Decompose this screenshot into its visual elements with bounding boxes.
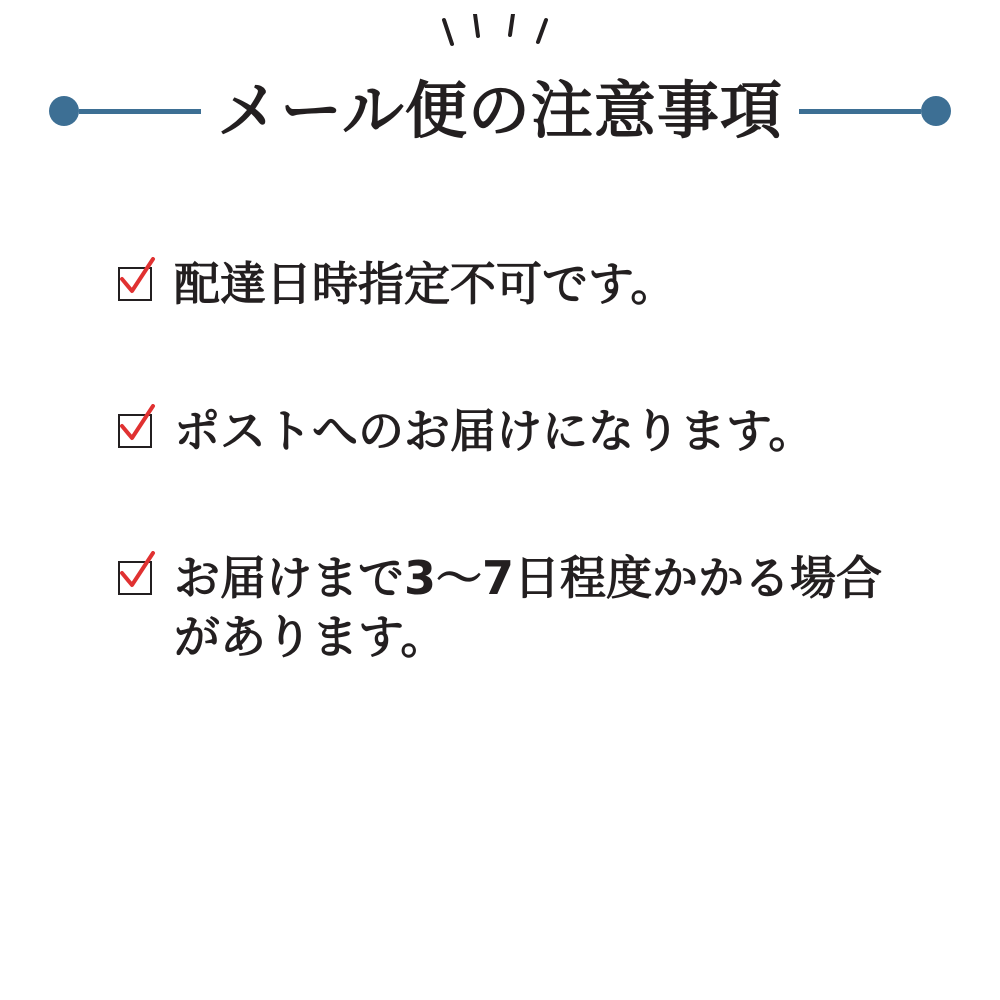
list-item: [0, 402, 1000, 461]
list-item-label: お届けまで3〜7日程度かかる場合があります。: [174, 550, 883, 664]
bullet-dot-left: [49, 96, 79, 126]
list-item: [0, 255, 1000, 314]
list-item-label: 配達日時指定不可です。: [174, 257, 677, 311]
rule-right: [799, 109, 921, 114]
checked-checkbox-icon: [118, 267, 152, 301]
list-item-label: ポストへのお届けになります。: [174, 403, 815, 458]
checked-checkbox-icon: [118, 561, 152, 595]
sparkle-decoration-icon: [0, 14, 1000, 74]
page-title: メール便の注意事項: [217, 74, 783, 147]
page-title-row: [0, 66, 1000, 156]
header: [0, 0, 1000, 190]
notes-list: [0, 255, 1000, 755]
bullet-dot-right: [921, 96, 951, 126]
checked-checkbox-icon: [118, 414, 152, 448]
list-item: [0, 549, 1000, 667]
rule-left: [79, 109, 201, 114]
